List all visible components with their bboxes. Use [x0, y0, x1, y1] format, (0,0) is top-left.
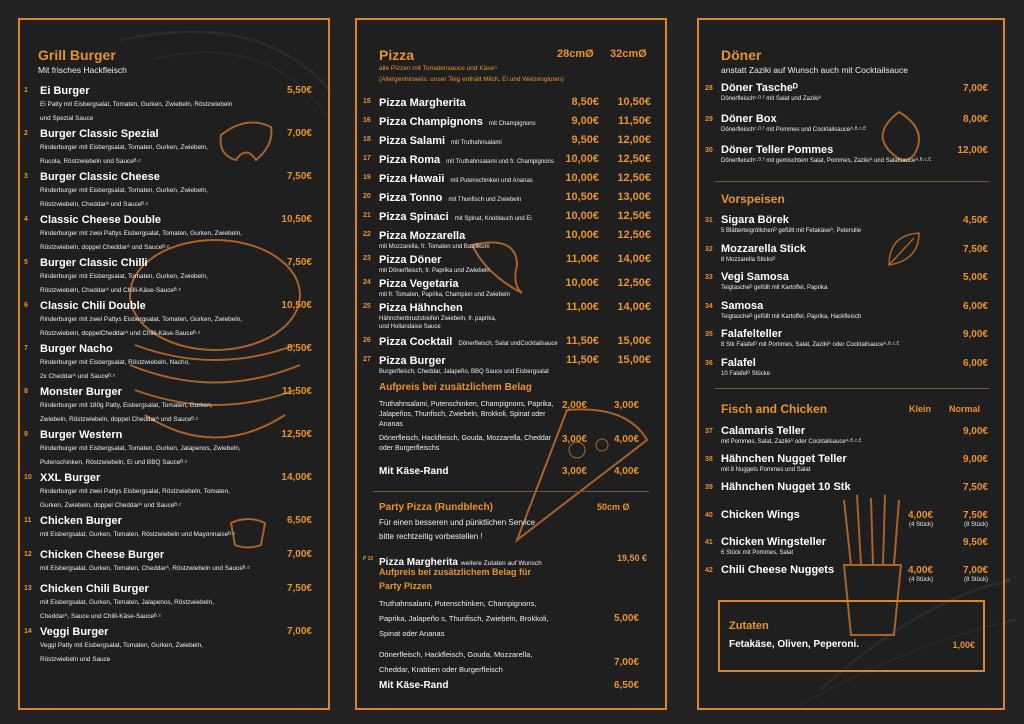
menu-item	[703, 536, 988, 564]
item-description: Rinderburger mit zwei Pattys Eisbergsalat, Röstzwiebeln, Tomaten,	[40, 488, 230, 495]
item-number: 19	[363, 174, 371, 181]
item-number: 38	[705, 456, 713, 463]
item-name: Pizza Hawaii	[379, 173, 445, 185]
price-28cm: 10,50€	[565, 191, 599, 203]
item-description: Rinderburger mit 180g Patty, Eisbergsalat, Tomaten, Gurken,	[40, 402, 213, 409]
price-28cm: 11,00€	[565, 253, 599, 265]
menu-item	[703, 113, 988, 144]
size-header-32: 32cmØ	[610, 48, 647, 60]
item-number: 16	[363, 117, 371, 124]
price-28cm: 9,50€	[571, 134, 599, 146]
item-name: Pizza Roma	[379, 154, 441, 166]
item-description: Röstzwiebeln, Cheddarᴬ und Sauceᴮ·ᶜ	[40, 201, 149, 208]
item-price: 7,00€	[962, 83, 988, 94]
item-number: 37	[705, 428, 713, 435]
price-small: 4,00€	[907, 510, 933, 521]
section-subtitle: Mit frisches Hackfleisch	[38, 65, 127, 75]
item-number: 11	[24, 517, 32, 524]
item-description: Rinderburger mit Eisbergsalat, Röstzwiebeln, Nacho,	[40, 359, 190, 366]
extra-price-32: 3,00€	[613, 400, 639, 411]
item-description: Putenschinken, Röstzwiebeln, Ei und BBQ Sauceᴮ·ᶜ	[40, 459, 188, 466]
item-number: 36	[705, 359, 713, 367]
menu-item	[703, 453, 988, 481]
item-description: Ei Patty mit Eisbergsalat, Tomaten, Gurken, Zwiebeln, Röstzwiebeln	[40, 101, 233, 108]
item-price: 7,50€	[962, 243, 988, 255]
doner-list	[703, 82, 988, 175]
item-description: Rinderburger mit Eisbergsalat, Tomaten, Gurken, Zwiebeln,	[40, 144, 208, 151]
menu-item	[703, 564, 988, 592]
burger-list	[22, 84, 312, 668]
item-number: 30	[705, 147, 713, 154]
item-price: 12,00€	[957, 145, 988, 156]
party-cheese-crust-price: 6,50€	[613, 680, 639, 691]
item-name: Classic Cheese Double	[40, 214, 162, 226]
item-number: 23	[363, 255, 371, 262]
col-normal: Normal	[949, 404, 981, 414]
item-name: Falafel	[721, 356, 756, 369]
item-description: Zwiebeln, Röstzwiebeln, doppel Cheddarᴬ und Sauceᴮ·ᶜ	[40, 416, 199, 423]
extra-toppings-line: Paprika, Jalapeño s, Thunfisch, Zwiebeln, Brokkoli,	[379, 614, 549, 623]
extra-price-32: 4,00€	[613, 434, 639, 445]
item-description: Rinderburger mit Eisbergsalat, Tomaten, Gurken, Jalapenos, Zwiebeln,	[40, 445, 241, 452]
item-number: 13	[24, 585, 32, 592]
item-name: Burger Western	[40, 429, 123, 441]
price-28cm: 10,00€	[565, 172, 599, 184]
price-32cm: 13,00€	[617, 191, 651, 203]
item-number: 21	[363, 212, 371, 219]
price-normal: 7,50€	[962, 510, 988, 521]
party-note: Für einen besseren und pünktlichen Service	[379, 518, 536, 527]
price-28cm: 10,00€	[565, 210, 599, 222]
item-description: Dönerfleischᶜ·ᴰ·ᶠ mit Pommes und Cocktailsauceᴬ·ᴮ·ᶜ·ᴱ	[721, 127, 867, 133]
item-number: 24	[363, 279, 371, 286]
extra-toppings-line: Spinat oder Ananas	[379, 629, 445, 638]
zutaten-title: Zutaten	[729, 620, 769, 632]
section-title: Grill Burger	[38, 47, 116, 63]
price-28cm: 11,00€	[565, 301, 599, 313]
menu-item	[361, 353, 651, 377]
menu-item	[361, 133, 651, 152]
extra-toppings: Dönerfleisch, Hackfleisch, Gouda, Mozzarella, Cheddar oder Burgerfleischs	[379, 435, 551, 452]
item-name: Pizza Hähnchen	[379, 302, 463, 314]
price-28cm: 10,00€	[565, 277, 599, 289]
item-name: Döner Teller Pommes	[721, 144, 834, 156]
item-name: Hähnchen Nugget 10 Stk	[721, 481, 851, 493]
item-number: 10	[24, 474, 32, 481]
price-normal: 7,00€	[962, 565, 988, 576]
price-32cm: 15,00€	[617, 335, 651, 347]
item-name: Pizza Mozzarella	[379, 230, 466, 242]
zutaten-price: 1,00€	[952, 640, 975, 650]
extra-price: 5,00€	[613, 613, 639, 624]
section-title: Döner	[721, 47, 762, 63]
item-description: Rinderburger mit zwei Pattys Eisbergsalat, Tomaten, Gurken, Zwiebeln,	[40, 316, 242, 323]
item-price: 8,00€	[962, 114, 988, 125]
price-32cm: 11,50€	[617, 115, 651, 127]
item-number: 12	[24, 551, 32, 558]
menu-item	[22, 625, 312, 668]
item-description: mit Mozzarella, fr. Tomaten und Basilikum	[379, 244, 490, 250]
zutaten-box	[718, 600, 985, 672]
item-number: P 10	[363, 556, 374, 562]
price-28cm: 9,00€	[571, 115, 599, 127]
item-price: 5,50€	[286, 85, 312, 96]
item-description: Teigtascheᴰ gefüllt mit Kartoffel, Paprika, Hackfleisch	[721, 313, 862, 320]
item-name: Döner Box	[721, 113, 777, 125]
menu-item	[361, 209, 651, 228]
menu-item	[703, 481, 988, 509]
item-number: 20	[363, 193, 371, 200]
item-price: 10,50€	[281, 300, 312, 311]
price-small: 4,00€	[907, 565, 933, 576]
item-name: Pizza Döner	[379, 254, 442, 266]
item-price: 7,00€	[286, 128, 312, 139]
extra-price: 7,00€	[613, 657, 639, 668]
menu-item	[22, 582, 312, 625]
item-number: 35	[705, 331, 713, 338]
item-number: 29	[705, 116, 713, 123]
item-name: Chicken Wingsteller	[721, 536, 827, 548]
item-description: Dönerfleischᶜ·ᴰ·ᶠ mit Salat und Zazikiᴬ	[721, 96, 822, 102]
item-note: Dönerfleisch, Salat undCocktailsauce	[458, 341, 558, 347]
item-price: 4,50€	[962, 215, 988, 226]
item-description: Dönerfleischᶜ·ᴰ·ᶠ mit gemischtem Salat, Pommes, Zazikiᴬ und Salatsauceᴬ·ᴮ·ᶜ·ᴱ	[721, 158, 932, 164]
price-28cm: 8,50€	[571, 96, 599, 108]
menu-item	[361, 152, 651, 171]
menu-item	[22, 471, 312, 514]
item-description: mit Dönerfleisch, fr. Paprika und Zwiebeln	[379, 268, 490, 274]
menu-item	[361, 228, 651, 252]
price-32cm: 10,50€	[617, 96, 651, 108]
item-name: Chili Cheese Nuggets	[721, 564, 835, 576]
party-item-price: 19,50 €	[616, 553, 647, 563]
item-note: mit Champignons	[488, 121, 536, 127]
size-header-28: 28cmØ	[557, 48, 594, 60]
item-number: 26	[363, 337, 371, 344]
item-number: 27	[363, 356, 371, 363]
item-description: mit Eisbergsalat, Gurken, Tomaten, Röstzwiebeln und Mayonnaiseᴮ·ᶜ	[40, 531, 236, 538]
menu-item	[361, 334, 651, 353]
menu-item	[361, 276, 651, 300]
menu-item	[703, 243, 988, 272]
item-number: 25	[363, 303, 371, 310]
item-number: 31	[705, 217, 713, 224]
item-description: und Hollandaise Sauce	[379, 324, 441, 330]
item-name: Pizza Salami	[379, 135, 446, 147]
price-32cm: 12,50€	[617, 229, 651, 241]
price-small-note: (4 Stück)	[908, 577, 933, 583]
item-name: Burger Classic Chilli	[40, 257, 148, 269]
item-name: Veggi Burger	[40, 626, 109, 638]
starters-list	[703, 214, 988, 385]
section-title: Pizza	[379, 47, 415, 63]
item-number: 5	[24, 259, 28, 266]
item-description: Rucola, Röstzwiebeln und Sauceᴮ·ᶜ	[40, 158, 141, 165]
item-price: 7,50€	[286, 257, 312, 268]
item-price: 6,00€	[962, 357, 988, 369]
doner-panel	[697, 18, 1005, 710]
item-number: 3	[24, 173, 28, 180]
item-description: 8 Mozzarella Sticksᴰ	[721, 256, 776, 263]
price-normal-note: (8 Stück)	[963, 577, 988, 583]
menu-item	[703, 271, 988, 300]
item-price: 14,00€	[281, 472, 312, 483]
item-number: 9	[24, 431, 28, 438]
menu-item	[22, 213, 312, 256]
item-name: Ei Burger	[40, 85, 90, 97]
price-32cm: 15,00€	[617, 354, 651, 366]
item-price: 7,50€	[286, 171, 312, 182]
item-description: Röstzwiebeln, doppelCheddarᴬ und Chilli-Käse-Sauceᴮ·ᶜ	[40, 330, 201, 337]
item-number: 7	[24, 345, 28, 352]
item-number: 1	[24, 87, 28, 94]
menu-item	[22, 514, 312, 548]
item-number: 41	[705, 539, 713, 546]
menu-item	[703, 425, 988, 453]
cheese-crust-label: Mit Käse-Rand	[379, 466, 449, 477]
item-price: 6,00€	[962, 300, 988, 312]
item-name: Pizza Margherita	[379, 557, 458, 568]
item-name: Chicken Chili Burger	[40, 583, 149, 595]
menu-item	[22, 84, 312, 127]
divider	[373, 491, 649, 492]
party-extras-title-2: Party Pizzen	[379, 581, 433, 591]
divider	[715, 181, 989, 182]
item-number: 34	[705, 302, 713, 310]
menu-item	[361, 190, 651, 209]
item-description: 5 Blätterteigröllchenᴰ gefüllt mit Fetakäseᴬ, Petersilie	[721, 228, 862, 234]
item-name: Mozzarella Stick	[721, 242, 806, 255]
price-normal: 9,50€	[962, 537, 988, 548]
section-title: Vorspeisen	[721, 192, 785, 206]
extras-title: Aufpreis bei zusätzlichem Belag	[379, 382, 532, 393]
item-name: Samosa	[721, 299, 764, 312]
item-description: Hähnchenbruststreifen Zwiebeln, fr. paprika,	[379, 316, 497, 322]
item-note: mit Truthahnsalami	[451, 140, 502, 146]
cheese-crust-price-32: 4,00€	[613, 466, 639, 477]
menu-item	[22, 342, 312, 385]
extra-price-28: 2,00€	[561, 400, 587, 411]
price-28cm: 11,50€	[565, 354, 599, 366]
item-number: 42	[705, 567, 713, 574]
price-32cm: 12,50€	[617, 277, 651, 289]
item-price: 11,50€	[281, 386, 312, 397]
menu-item	[703, 509, 988, 536]
item-number: 32	[705, 245, 713, 253]
item-name: Calamaris Teller	[721, 425, 806, 437]
item-name: Burger Classic Spezial	[40, 128, 159, 140]
item-description: mit Eisbergsalat, Gurken, Tomaten, Cheddarᴬ, Röstzwiebeln und Sauceᴮ·ᶜ	[40, 565, 250, 572]
item-name: Pizza Vegetaria	[379, 278, 459, 290]
item-number: 39	[705, 484, 713, 491]
item-name: Hähnchen Nugget Teller	[721, 453, 847, 465]
price-32cm: 12,50€	[617, 210, 651, 222]
menu-item	[22, 428, 312, 471]
fish-chicken-list	[703, 425, 988, 592]
party-cheese-crust-label: Mit Käse-Rand	[379, 680, 449, 691]
price-normal: 9,00€	[962, 426, 988, 437]
item-name: Sigara Börek	[721, 214, 789, 226]
item-description: mit Pommes, Salat, Zazikiᴬ oder Cocktailsauceᴬ·ᴮ·ᶜ·ᴱ	[721, 439, 862, 445]
item-name: Döner Tascheᴰ	[721, 82, 798, 94]
item-number: 28	[705, 85, 713, 92]
item-description: 8 Stk Falafelᴰ mit Pommes, Salat, Zazikiᴬ oder Cocktailsauceᴬ·ᴮ·ᶜ·ᴱ	[721, 342, 900, 348]
item-note: mit Truthahnsalami und fr. Champignons	[446, 159, 554, 165]
item-description: 10 Falafelᴰ Stücke	[721, 370, 771, 377]
extra-toppings-line: Cheddar, Krabben oder Burgerfleisch	[379, 665, 503, 674]
item-description: Cheddarᴬ, Sauce und Chilli-Käse-Sauceᴮ·ᶜ	[40, 613, 162, 620]
extra-toppings: Truthahnsalami, Putenschinken, Champignons, Paprika, Jalapeños, Thunfisch, Zwiebeln, Brokkoli, Spinat oder Ananas	[379, 401, 554, 428]
item-description: mit 8 Nuggets Pommes und Salat	[721, 467, 811, 473]
item-number: 2	[24, 130, 28, 137]
item-price: 9,00€	[962, 329, 988, 340]
menu-item	[361, 252, 651, 276]
item-number: 17	[363, 155, 371, 162]
item-description: mit fr. Tomaten, Paprika, Champion und Zwiebeln	[379, 292, 510, 298]
item-name: Monster Burger	[40, 386, 122, 398]
item-price: 10,50€	[281, 214, 312, 225]
price-normal: 7,50€	[962, 482, 988, 493]
item-description: Veggi Patty mit Eisbergsalat, Tomaten, Gurken, Zwiebeln,	[40, 642, 203, 649]
menu-item	[361, 95, 651, 114]
menu-item	[22, 256, 312, 299]
item-price: 7,00€	[286, 626, 312, 637]
section-title: Fisch and Chicken	[721, 402, 828, 416]
menu-item	[703, 328, 988, 357]
item-name: Falafelteller	[721, 328, 783, 340]
party-title: Party Pizza (Rundblech)	[379, 502, 493, 513]
party-note-2: bitte rechtzeitig vorbestellen !	[379, 532, 483, 541]
item-name: Chicken Burger	[40, 515, 122, 527]
grill-burger-panel	[18, 18, 330, 710]
item-description: mit Eisbergsalat, Gurken, Tomaten, Jalapenos, Röstzwiebeln,	[40, 599, 214, 606]
menu-item	[22, 127, 312, 170]
item-description: Röstzwiebeln und Sauce	[40, 656, 111, 663]
price-32cm: 12,00€	[617, 134, 651, 146]
item-number: 40	[705, 512, 713, 519]
menu-item	[361, 300, 651, 334]
pizza-panel	[355, 18, 667, 710]
party-extras-title: Aufpreis bei zusätzlichem Belag für	[379, 567, 532, 577]
item-number: 22	[363, 231, 371, 238]
item-description: Gurken, Zwiebeln, doppel Cheddarᴬ und Sauceᴮ·ᶜ	[40, 502, 182, 509]
price-28cm: 10,00€	[565, 229, 599, 241]
extra-toppings-line: Dönerfleisch, Hackfleisch, Gouda, Mozzarella,	[379, 650, 533, 659]
item-number: 4	[24, 216, 28, 223]
pizza-list	[361, 95, 651, 377]
extra-toppings-line: Truthahnsalami, Putenschinken, Champignons,	[379, 599, 537, 608]
price-28cm: 11,50€	[565, 335, 599, 347]
item-note: weitere Zutaten auf Wunsch	[460, 560, 542, 567]
price-small-note: (4 Stück)	[908, 522, 933, 528]
item-number: 33	[705, 274, 713, 281]
item-price: 12,50€	[281, 429, 312, 440]
item-name: Vegi Samosa	[721, 271, 789, 283]
price-32cm: 14,00€	[617, 253, 651, 265]
section-subtitle: anstatt Zaziki auf Wunsch auch mit Cocktailsauce	[721, 65, 908, 75]
item-description: Burgerfleisch, Cheddar, Jalapeño, BBQ Sauce und Eisbergsalat	[379, 369, 549, 375]
price-32cm: 12,50€	[617, 172, 651, 184]
price-32cm: 12,50€	[617, 153, 651, 165]
price-28cm: 10,00€	[565, 153, 599, 165]
item-name: Burger Nacho	[40, 343, 113, 355]
item-name: XXL Burger	[40, 472, 101, 484]
menu-item	[22, 385, 312, 428]
menu-item	[361, 171, 651, 190]
menu-item	[22, 548, 312, 582]
item-number: 18	[363, 136, 371, 143]
pizza-note: alle Pizzen mit Tomatensauce und Käseᴬ	[379, 65, 498, 72]
price-normal-note: (8 Stück)	[963, 522, 988, 528]
menu-item	[703, 144, 988, 175]
item-description: Rinderburger mit Eisbergsalat, Tomaten, Gurken, Zwiebeln,	[40, 187, 208, 194]
item-name: Pizza Margherita	[379, 97, 466, 109]
item-name: Pizza Champignons	[379, 116, 483, 128]
item-price: 7,50€	[286, 583, 312, 594]
zutaten-text: Fetakäse, Oliven, Peperoni.	[729, 639, 860, 650]
item-price: 8,50€	[286, 343, 312, 354]
menu-item	[703, 214, 988, 243]
col-small: Klein	[909, 404, 932, 414]
item-name: Pizza Cocktail	[379, 336, 453, 348]
divider	[715, 388, 989, 389]
extra-price-28: 3,00€	[561, 434, 587, 445]
item-description: 2x Cheddarᴬ und Sauceᴮ·ᶜ	[40, 373, 116, 380]
menu-item	[703, 300, 988, 329]
item-price: 5,00€	[962, 272, 988, 283]
cheese-crust-price-28: 3,00€	[561, 466, 587, 477]
item-name: Pizza Burger	[379, 355, 446, 367]
item-description: Rinderburger mit Eisbergsalat, Tomaten, Gurken, Zwiebeln,	[40, 273, 208, 280]
price-normal: 9,00€	[962, 454, 988, 465]
item-number: 14	[24, 628, 32, 635]
menu-item	[22, 299, 312, 342]
item-number: 15	[363, 98, 371, 105]
item-description: Teigtascheᴰ gefüllt mit Kartoffel, Paprika	[721, 285, 828, 291]
item-description: und Spezial Sauce	[40, 115, 94, 122]
item-name: Pizza Tonno	[379, 192, 443, 204]
item-description: 6 Stück mit Pommes, Salat	[721, 550, 794, 556]
item-price: 7,00€	[286, 549, 312, 560]
item-description: Röstzwiebeln, doppel Cheddarᴬ und Sauceᴮ·ᶜ	[40, 244, 170, 251]
item-price: 6,50€	[286, 515, 312, 526]
item-description: Rinderburger mit zwei Pattys Eisbergsalat, Tomaten, Gurken, Zwiebeln,	[40, 230, 242, 237]
item-name: Burger Classic Cheese	[40, 171, 160, 183]
item-number: 6	[24, 302, 28, 309]
item-note: mit Spinat, Knoblauch und Ei	[454, 216, 532, 222]
price-32cm: 14,00€	[617, 301, 651, 313]
item-name: Pizza Spinaci	[379, 211, 449, 223]
menu-item	[703, 357, 988, 386]
menu-item	[22, 170, 312, 213]
item-name: Chicken Wings	[721, 509, 800, 521]
item-name: Chicken Cheese Burger	[40, 549, 165, 561]
item-note: mit Putenschinken und Ananas	[450, 178, 533, 184]
allergen-note: (Allergenhinweis: unser Teig enthält Milch, Ei und Weizengluten)	[379, 76, 564, 83]
item-note: mit Thunfisch und Zwiebeln	[448, 197, 522, 203]
item-name: Classic Chili Double	[40, 300, 146, 312]
party-size: 50cm Ø	[597, 502, 630, 512]
item-description: Röstzwiebeln, Cheddarᴬ und Chilli-Käse-Sauceᴮ·ᶜ	[40, 287, 182, 294]
menu-item	[361, 114, 651, 133]
menu-item	[703, 82, 988, 113]
item-number: 8	[24, 388, 28, 395]
